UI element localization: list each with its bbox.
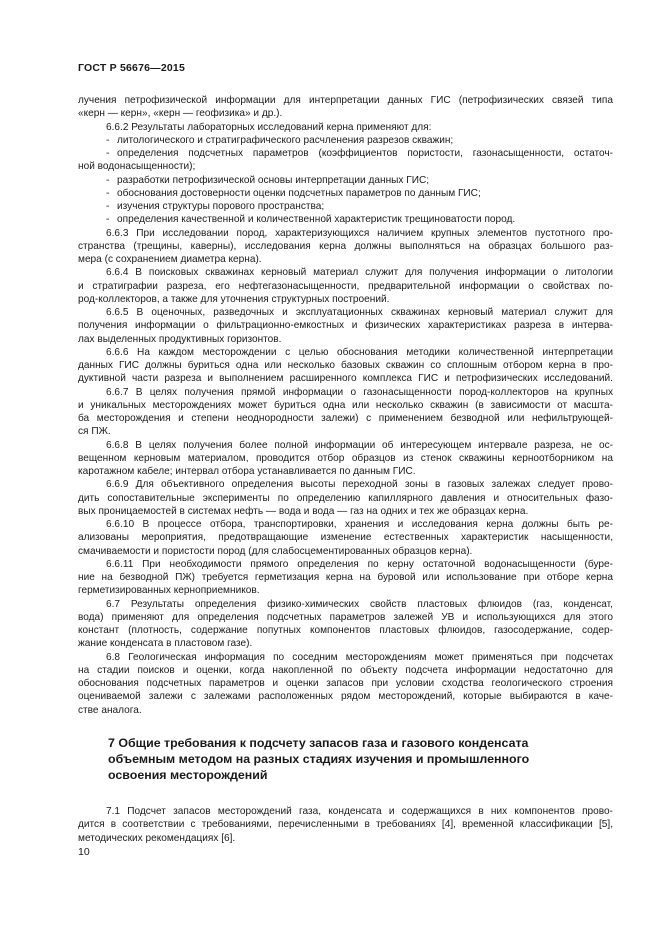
text-line: 7.1 Подсчет запасов месторождений газа, конденсата и содержащихся в них компонентов прово- [106, 806, 613, 817]
text-line: каротажном кабеле; интервал отбора устанавливается по данным ГИС. [78, 466, 416, 477]
text-line: и уникальных месторождениях может буриться одна или несколько скважин (в зависимости от масшта- [78, 399, 613, 411]
text-line: обоснования подсчетных параметров и оценки запасов при условии сходства геологического строения [78, 678, 613, 689]
section-heading [108, 735, 588, 783]
body-text [78, 94, 613, 717]
list-item [78, 213, 613, 226]
list-dash: - [106, 174, 110, 186]
section-heading-line: объемным методом на разных стадиях изучения и промышленного [108, 752, 530, 766]
document-header: ГОСТ Р 56676—2015 [78, 62, 186, 74]
list-item [78, 187, 613, 200]
body-text-section-7 [78, 805, 613, 845]
list-item [78, 200, 613, 213]
page-number: 10 [78, 846, 90, 858]
text-line: ба месторождения и степени неоднородности залежи) с применением безводной или нефильтрующей- [78, 413, 613, 424]
list-dash: - [106, 201, 110, 212]
text-line: 6.6.5 В оценочных, разведочных и эксплуатационных скважинах керновый материал служит для [106, 307, 613, 318]
list-item-text: литологического и стратиграфического расчленения разрезов скважин; [117, 134, 454, 146]
text-line: методических рекомендациях [6]. [78, 832, 236, 844]
text-line: дить сопоставительные эксперименты по определению капиллярного давления и относительных фазо- [78, 492, 613, 504]
text-line: 6.6.4 В поисковых скважинах керновый материал служит для получения информации о литологии [106, 267, 613, 279]
list-item-text: изучения структуры порового пространства; [117, 201, 325, 212]
text-line: и стратиграфии разреза, его нефтегазонасыщенности, предварительной информации о свойствах по- [78, 280, 613, 292]
text-line: жание конденсата в пластовом газе). [78, 638, 253, 650]
text-line: констант (плотность, содержание попутных компонентов пластовых флюидов, газосодержание, содер- [78, 625, 613, 636]
text-line: 6.6.9 Для объективного определения высоты переходной зоны в газовых залежах следует прово- [106, 479, 613, 491]
text-line: странства (трещины, каверны), исследования керна должны выполняться на образцах большого раз- [78, 240, 613, 252]
list-item [78, 134, 613, 147]
text-line: ализованы мероприятия, предотвращающие изменение естественных характеристик насыщенности, [78, 532, 613, 544]
text-line: получения информации о фильтрационно-емкостных и физических характеристиках разреза в интерва- [78, 320, 613, 332]
text-line: оцениваемой залежи с залежами расположенных рядом месторождений, которые выбираются в каче- [78, 691, 613, 703]
text-line: 6.6.6 На каждом месторождении с целью обоснования методики количественной интерпретации [106, 346, 613, 358]
text-line: лучения петрофизической информации для интерпретации данных ГИС (петрофизических связей типа [78, 95, 613, 106]
text-line: 6.8 Геологическая информация по соседним месторождениям может применяться при подсчетах [106, 651, 613, 663]
text-line: ся ПЖ. [78, 426, 111, 438]
text-line: 6.7 Результаты определения физико-химических свойств пластовых флюидов (газ, конденсат, [106, 598, 613, 610]
text-line: на стадии поисков и оценки, когда накопленной по объекту подсчета информации недостаточно для [78, 664, 613, 676]
text-line: вещенном керновым материалом, проводится отбор образцов из стенок скважины керноотборником на [78, 452, 613, 464]
text-line: герметизированных кернoприемников. [78, 585, 260, 597]
text-line: данных ГИС должны буриться одна или несколько базовых скважин со сплошным отбором керна в про- [78, 360, 613, 371]
list-item-text: обоснования достоверности оценки подсчетных параметров по данным ГИС; [117, 187, 481, 199]
text-line: дуктивной части разреза и выполнением расширенного комплекса ГИС и петрофизических исследований. [78, 373, 613, 385]
text-line: 6.6.10 В процессе отбора, транспортировки, хранения и исследования керна должны быть ре- [106, 519, 613, 530]
list-dash: - [106, 134, 110, 146]
text-line: вода) применяют для определения подсчетных параметров залежей УВ и использующихся для этого [78, 611, 613, 623]
list-item [78, 147, 613, 160]
list-item-text: определения подсчетных параметров (коэффициентов пористости, газонасыщенности, остаточ- [117, 148, 613, 159]
text-line: ной водонасыщенности); [78, 161, 196, 173]
text-line: дится в соответствии с требованиями, перечисленными в требованиях [4], временной классификации [5], [78, 819, 613, 831]
section-heading-line: 7 Общие требования к подсчету запасов газа и газового конденсата [108, 736, 529, 750]
section-heading-line: освоения месторождений [108, 768, 268, 782]
text-line: мера (с сохранением диаметра керна). [78, 254, 262, 265]
text-line: смачиваемости и пористости пород (для слабосцементированных образцов керна). [78, 545, 473, 557]
text-line: 6.6.2 Результаты лабораторных исследований керна применяют для: [106, 121, 432, 133]
text-line: род-коллекторов, а также для уточнения структурных построений. [78, 293, 390, 305]
text-line: 6.6.8 В целях получения более полной информации об интересующем интервале разреза, не ос- [106, 439, 613, 451]
text-line: ние на безводной ПЖ) требуется герметизация керна на буровой или использование при отборе керна [78, 572, 613, 583]
text-line: лах выделенных продуктивных горизонтов. [78, 333, 282, 345]
list-dash: - [106, 148, 110, 159]
text-line: 6.6.3 При исследовании пород, характеризующихся наличием крупных элементов пустотного про- [106, 227, 613, 239]
list-item-text: определения качественной и количественной характеристик трещиноватости пород. [117, 214, 516, 226]
text-line: 6.6.7 В целях получения прямой информации о газонасыщенности пород-коллекторов на крупных [106, 386, 613, 398]
list-item [78, 174, 613, 187]
text-line: «керн — керн», «керн — геофизика» и др.). [78, 108, 283, 120]
list-dash: - [106, 187, 110, 199]
text-line: стве аналога. [78, 704, 142, 716]
list-dash: - [106, 214, 110, 226]
list-item-text: разработки петрофизической основы интерпретации данных ГИС; [117, 174, 430, 186]
text-line: 6.6.11 При необходимости прямого определения по керну остаточной водонасыщенности (буре- [106, 558, 613, 570]
text-line: вых проницаемостей в системах нефть — вода и вода — газ на одних и тех же образцах керна. [78, 505, 529, 517]
